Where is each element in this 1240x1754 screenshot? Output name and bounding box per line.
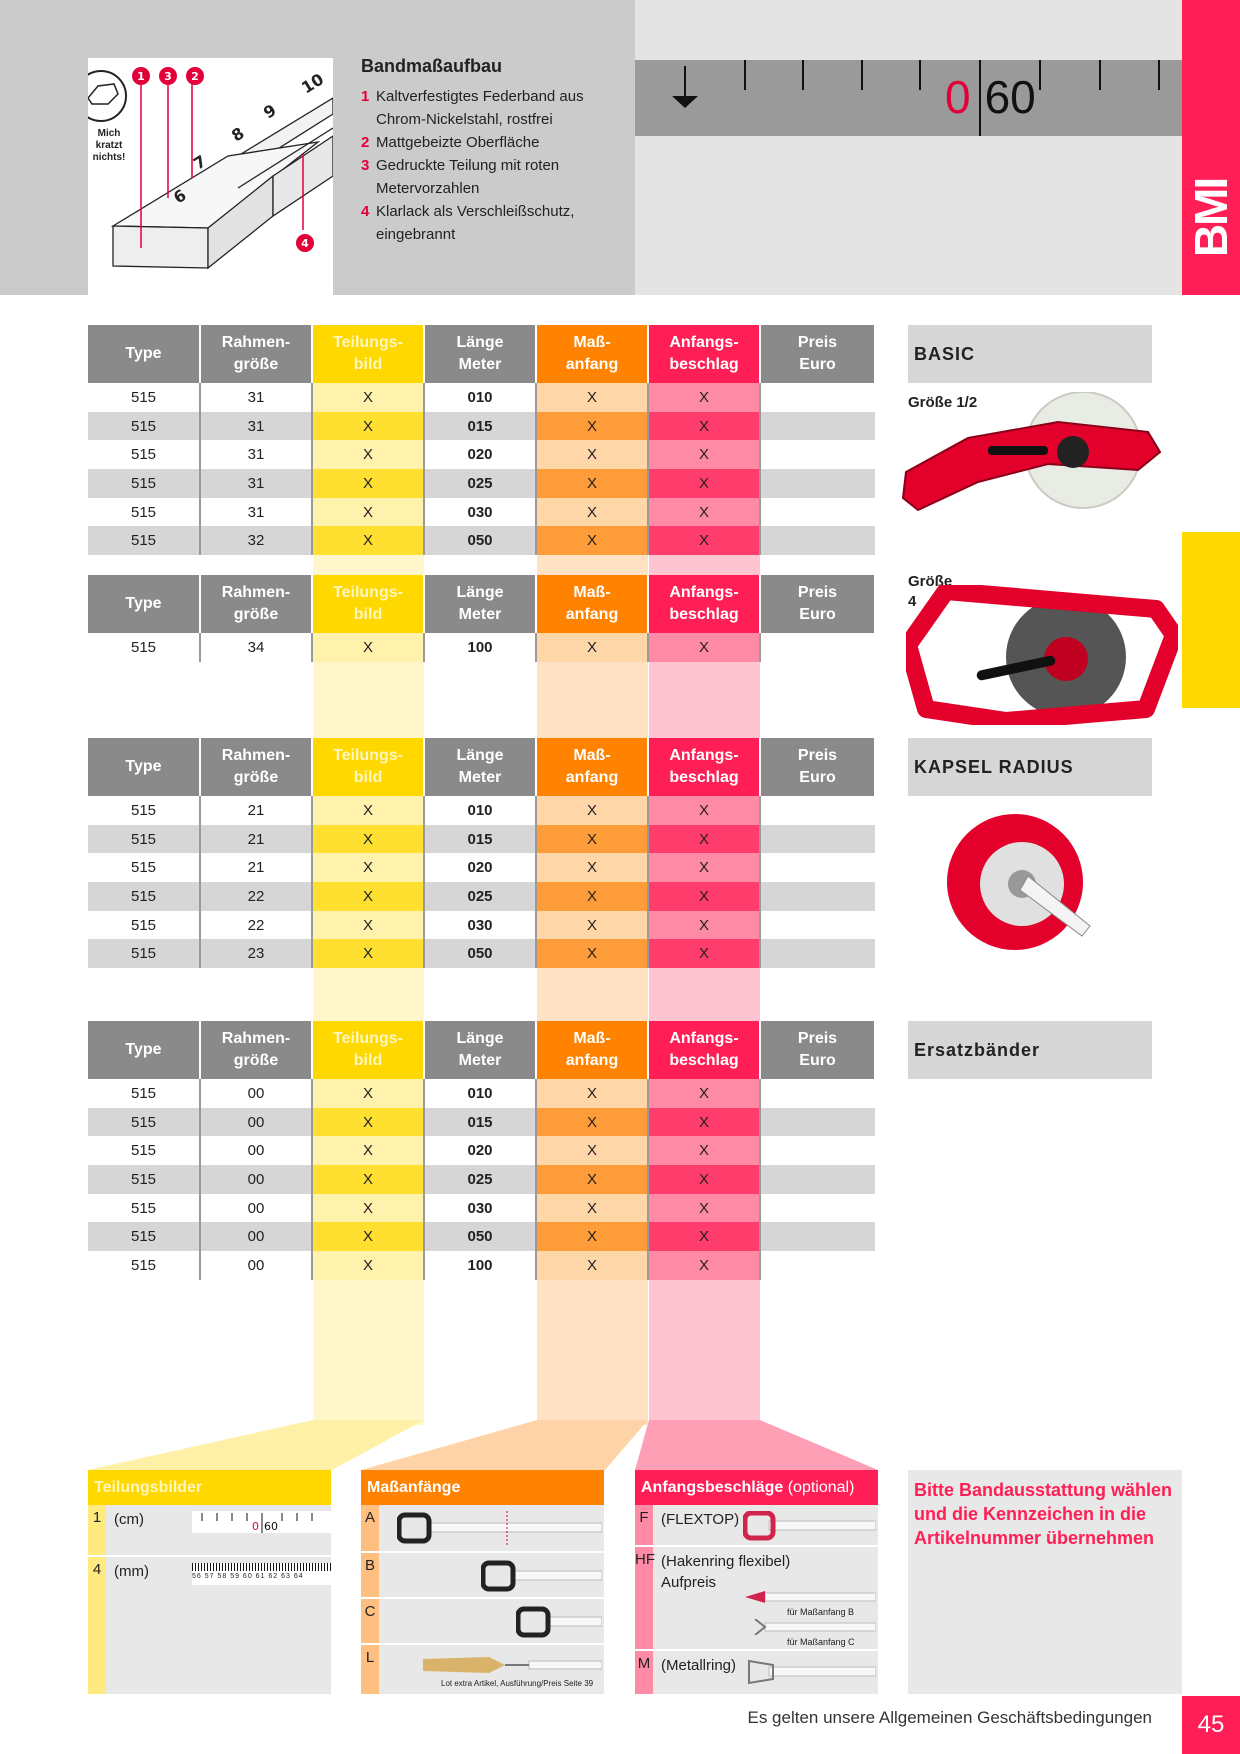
table-cell — [760, 383, 875, 412]
table-cell: X — [648, 1165, 760, 1194]
table-cell: X — [312, 440, 424, 469]
table-cell: X — [536, 440, 648, 469]
table-cell: 010 — [424, 1079, 536, 1108]
product-image-kapsel-radius — [940, 806, 1100, 956]
construction-item: 1 Kaltverfestigtes Federband aus Chrom-Nickelstahl, rostfrei — [361, 88, 584, 128]
column-header: Anfangs- beschlag — [648, 1021, 760, 1079]
construction-description — [361, 56, 631, 246]
table-cell: 515 — [88, 911, 200, 940]
table-cell: X — [648, 469, 760, 498]
table-row — [88, 498, 875, 527]
table-cell: X — [312, 412, 424, 441]
legend-row: A — [361, 1505, 604, 1551]
table-cell: X — [536, 633, 648, 662]
product-table-basic-12 — [88, 325, 876, 555]
tape-reel-icon — [898, 392, 1170, 522]
table-cell: 31 — [200, 383, 312, 412]
table-cell: 010 — [424, 383, 536, 412]
table-cell: X — [312, 1194, 424, 1223]
table-cell: 00 — [200, 1108, 312, 1137]
table-cell: X — [312, 498, 424, 527]
table-cell: X — [648, 796, 760, 825]
table-cell — [760, 1079, 875, 1108]
table-cell: X — [536, 911, 648, 940]
product-table-ersatzbaender — [88, 1021, 876, 1280]
table-row — [88, 911, 875, 940]
table-cell — [760, 853, 875, 882]
table-cell: X — [648, 911, 760, 940]
table-cell: X — [648, 853, 760, 882]
column-header: Type — [88, 575, 200, 633]
table-row — [88, 1079, 875, 1108]
hook-b-icon — [481, 1559, 602, 1593]
table-cell: 22 — [200, 911, 312, 940]
column-header: Teilungs- bild — [312, 738, 424, 796]
table-row — [88, 882, 875, 911]
column-header: Type — [88, 325, 200, 383]
table-cell: 21 — [200, 825, 312, 854]
mm-ruler-icon: 56 57 58 59 60 61 62 63 64 — [192, 1563, 331, 1585]
hook-ring-note-c: für Maßanfang C — [787, 1637, 855, 1647]
table-cell — [760, 825, 875, 854]
table-cell: X — [648, 1079, 760, 1108]
column-header: Maß- anfang — [536, 738, 648, 796]
table-cell: 515 — [88, 498, 200, 527]
table-cell: 32 — [200, 526, 312, 555]
table-cell: 515 — [88, 633, 200, 662]
table-header-row — [88, 738, 875, 796]
table-cell: X — [648, 1194, 760, 1223]
table-cell: X — [312, 796, 424, 825]
table-cell: 515 — [88, 1251, 200, 1280]
table-cell: X — [648, 1251, 760, 1280]
table-cell: 515 — [88, 440, 200, 469]
table-cell: X — [312, 1079, 424, 1108]
table-cell: 515 — [88, 1136, 200, 1165]
table-cell: 515 — [88, 825, 200, 854]
table-row — [88, 853, 875, 882]
column-header: Maß- anfang — [536, 1021, 648, 1079]
table-cell — [760, 526, 875, 555]
legend-row: 4 (mm) 56 57 58 59 60 61 62 63 64 — [88, 1555, 331, 1607]
svg-text:7: 7 — [190, 151, 210, 174]
table-cell: X — [312, 469, 424, 498]
label-ersatzbaender: Ersatzbänder — [908, 1021, 1152, 1079]
table-cell: X — [312, 825, 424, 854]
legend-row: 1 (cm) 0 60 — [88, 1505, 331, 1555]
table-cell: X — [536, 1165, 648, 1194]
label-basic: BASIC — [908, 325, 1152, 383]
column-header: Rahmen- größe — [200, 325, 312, 383]
legend-row: M (Metallring) — [635, 1649, 878, 1696]
legend-massanfaenge — [361, 1470, 604, 1694]
table-cell: 23 — [200, 939, 312, 968]
table-cell: 515 — [88, 853, 200, 882]
legend-anfangsbeschlaege-title: Anfangsbeschläge (optional) — [635, 1470, 878, 1505]
table-cell: X — [312, 939, 424, 968]
table-cell: X — [648, 1136, 760, 1165]
table-cell: 020 — [424, 440, 536, 469]
table-cell: X — [312, 1136, 424, 1165]
hook-ring-b-icon — [743, 1589, 876, 1605]
table-cell — [760, 469, 875, 498]
legend-row: B — [361, 1551, 604, 1599]
column-header: Maß- anfang — [536, 575, 648, 633]
table-cell: 515 — [88, 939, 200, 968]
column-header: Rahmen- größe — [200, 575, 312, 633]
table-cell: 31 — [200, 498, 312, 527]
svg-text:6: 6 — [170, 185, 190, 208]
table-cell: 025 — [424, 1165, 536, 1194]
table-cell: X — [312, 1222, 424, 1251]
table-cell: X — [312, 1251, 424, 1280]
table-cell: 015 — [424, 825, 536, 854]
column-header: Teilungs- bild — [312, 575, 424, 633]
table-row — [88, 1136, 875, 1165]
column-header: Teilungs- bild — [312, 325, 424, 383]
tape-strip — [635, 60, 1182, 136]
construction-item: 2 Mattgebeizte Oberfläche — [361, 134, 540, 151]
legend-massanfaenge-title: Maßanfänge — [361, 1470, 604, 1505]
table-cell: 100 — [424, 633, 536, 662]
table-cell: X — [648, 498, 760, 527]
product-image-basic-small — [898, 392, 1170, 522]
column-header: Maß- anfang — [536, 325, 648, 383]
hook-ring-note-b: für Maßanfang B — [787, 1607, 855, 1617]
table-cell: X — [648, 1222, 760, 1251]
table-cell: 00 — [200, 1136, 312, 1165]
column-header: Anfangs- beschlag — [648, 738, 760, 796]
page-number: 45 — [1182, 1696, 1240, 1754]
table-cell: 100 — [424, 1251, 536, 1280]
scratch-badge-text: Mich kratzt nichts! — [92, 128, 126, 163]
table-row — [88, 1194, 875, 1223]
table-cell: X — [312, 1165, 424, 1194]
svg-text:60: 60 — [264, 1520, 278, 1533]
table-header-row — [88, 1021, 875, 1079]
table-cell: 00 — [200, 1222, 312, 1251]
flextop-icon — [743, 1511, 876, 1541]
legend-row: L Lot extra Artikel, Ausführung/Preis Seite 39 — [361, 1643, 604, 1696]
tape-construction-illustration — [88, 58, 333, 295]
table-cell: 00 — [200, 1079, 312, 1108]
table-row — [88, 412, 875, 441]
table-header-row — [88, 325, 875, 383]
table-cell — [760, 882, 875, 911]
construction-item: 4 Klarlack als Verschleißschutz, eingebrannt — [361, 203, 575, 243]
table-cell — [760, 1194, 875, 1223]
column-header: Preis Euro — [760, 325, 875, 383]
table-cell: 050 — [424, 1222, 536, 1251]
section-tab-yellow — [1182, 532, 1240, 708]
scratch-badge-icon — [88, 71, 126, 121]
table-cell — [760, 440, 875, 469]
table-cell: 015 — [424, 412, 536, 441]
table-cell: 00 — [200, 1251, 312, 1280]
table-row — [88, 939, 875, 968]
table-cell: 31 — [200, 440, 312, 469]
table-cell: X — [648, 939, 760, 968]
table-cell: X — [312, 1108, 424, 1137]
table-cell: X — [648, 440, 760, 469]
table-cell: X — [312, 526, 424, 555]
column-header: Länge Meter — [424, 738, 536, 796]
table-cell: 515 — [88, 412, 200, 441]
table-row — [88, 383, 875, 412]
table-cell — [760, 498, 875, 527]
construction-title: Bandmaßaufbau — [361, 56, 503, 76]
table-cell: 515 — [88, 1108, 200, 1137]
tape-capsule-icon — [940, 806, 1100, 956]
table-cell: 31 — [200, 469, 312, 498]
legend-row: HF (Hakenring flexibel) Aufpreis für Maßanfang B für Maßanfang C — [635, 1545, 878, 1651]
table-cell: 22 — [200, 882, 312, 911]
table-cell: X — [648, 412, 760, 441]
table-cell: 050 — [424, 526, 536, 555]
svg-text:10: 10 — [298, 69, 328, 98]
table-cell: X — [536, 526, 648, 555]
table-cell — [760, 1251, 875, 1280]
table-cell: 025 — [424, 882, 536, 911]
table-cell: 515 — [88, 796, 200, 825]
legend-row: C — [361, 1597, 604, 1645]
table-cell: 030 — [424, 1194, 536, 1223]
table-cell: X — [536, 469, 648, 498]
plumb-bob-note: Lot extra Artikel, Ausführung/Preis Seite 39 — [441, 1679, 594, 1688]
table-cell: 515 — [88, 882, 200, 911]
svg-text:1: 1 — [137, 70, 145, 83]
table-cell: 050 — [424, 939, 536, 968]
table-cell: 020 — [424, 1136, 536, 1165]
table-row — [88, 1251, 875, 1280]
column-header: Rahmen- größe — [200, 738, 312, 796]
metal-ring-icon — [743, 1657, 876, 1687]
caption-groesse-4: Größe 4 — [908, 573, 953, 610]
table-cell: 010 — [424, 796, 536, 825]
table-row — [88, 825, 875, 854]
table-cell: 515 — [88, 1079, 200, 1108]
tape-layers-drawing — [88, 58, 333, 295]
table-cell: 34 — [200, 633, 312, 662]
svg-text:3: 3 — [164, 70, 172, 83]
table-cell: 030 — [424, 911, 536, 940]
table-cell: 515 — [88, 1222, 200, 1251]
table-row — [88, 526, 875, 555]
tape-reel-icon — [906, 585, 1178, 725]
legend-row: F (FLEXTOP) — [635, 1505, 878, 1545]
column-header: Länge Meter — [424, 1021, 536, 1079]
column-header: Type — [88, 1021, 200, 1079]
table-cell: 025 — [424, 469, 536, 498]
table-cell: 21 — [200, 853, 312, 882]
table-cell: X — [536, 1136, 648, 1165]
brand-logo: BMI — [1185, 178, 1238, 258]
table-cell: 31 — [200, 412, 312, 441]
table-cell: X — [648, 882, 760, 911]
table-cell: 00 — [200, 1194, 312, 1223]
column-header: Teilungs- bild — [312, 1021, 424, 1079]
legend-teilungsbilder — [88, 1470, 331, 1694]
hook-a-icon — [397, 1511, 602, 1545]
table-cell: X — [648, 825, 760, 854]
funnel-graphics — [0, 1420, 1240, 1472]
table-cell: X — [648, 1108, 760, 1137]
svg-text:4: 4 — [301, 237, 309, 250]
table-cell: X — [536, 1079, 648, 1108]
product-table-kapsel-radius — [88, 738, 876, 968]
table-cell: X — [312, 383, 424, 412]
table-cell: X — [536, 825, 648, 854]
table-cell: X — [648, 383, 760, 412]
table-cell — [760, 911, 875, 940]
table-cell: 015 — [424, 1108, 536, 1137]
plumb-bob-icon — [419, 1653, 602, 1677]
legend-teilungsbilder-title: Teilungsbilder — [88, 1470, 331, 1505]
column-header: Type — [88, 738, 200, 796]
cm-ruler-icon — [192, 1511, 331, 1533]
table-cell: X — [536, 383, 648, 412]
column-header: Preis Euro — [760, 738, 875, 796]
hook-c-icon — [516, 1605, 602, 1639]
table-row — [88, 469, 875, 498]
product-table-basic-4 — [88, 575, 876, 662]
product-image-basic-large — [906, 585, 1178, 725]
table-cell: X — [536, 939, 648, 968]
table-cell: 020 — [424, 853, 536, 882]
column-header: Preis Euro — [760, 1021, 875, 1079]
table-cell: X — [536, 1222, 648, 1251]
table-cell — [760, 1222, 875, 1251]
table-cell: 030 — [424, 498, 536, 527]
table-cell: X — [536, 1251, 648, 1280]
table-cell: X — [312, 633, 424, 662]
table-cell: X — [536, 412, 648, 441]
column-header: Rahmen- größe — [200, 1021, 312, 1079]
hook-ring-c-icon — [743, 1619, 876, 1635]
table-cell: X — [536, 853, 648, 882]
table-row — [88, 1108, 875, 1137]
table-header-row — [88, 575, 875, 633]
label-kapsel-radius: KAPSEL RADIUS — [908, 738, 1152, 796]
table-row — [88, 796, 875, 825]
table-cell: X — [536, 796, 648, 825]
caption-groesse-12: Größe 1/2 — [908, 394, 978, 411]
svg-text:9: 9 — [260, 100, 280, 123]
table-cell: 515 — [88, 1165, 200, 1194]
table-cell — [760, 633, 875, 662]
construction-item: 3 Gedruckte Teilung mit roten Metervorzahlen — [361, 157, 560, 197]
tape-strip-graphic — [635, 60, 1182, 136]
order-hint: Bitte Bandausstattung wählen und die Kennzeichen in die Artikelnummer übernehmen — [908, 1470, 1182, 1694]
column-header: Preis Euro — [760, 575, 875, 633]
svg-text:0: 0 — [252, 1520, 259, 1533]
svg-text:2: 2 — [191, 70, 199, 83]
table-cell: X — [312, 853, 424, 882]
table-cell: X — [536, 498, 648, 527]
column-header: Anfangs- beschlag — [648, 575, 760, 633]
table-cell: X — [536, 1194, 648, 1223]
table-row — [88, 633, 875, 662]
legend-anfangsbeschlaege — [635, 1470, 878, 1694]
table-row — [88, 440, 875, 469]
table-cell — [760, 412, 875, 441]
column-header: Länge Meter — [424, 325, 536, 383]
table-cell: X — [312, 911, 424, 940]
table-cell: 515 — [88, 383, 200, 412]
header-panel-right — [635, 0, 1182, 295]
table-cell: 515 — [88, 526, 200, 555]
table-row — [88, 1222, 875, 1251]
table-cell: X — [536, 882, 648, 911]
column-header: Anfangs- beschlag — [648, 325, 760, 383]
table-cell: X — [536, 1108, 648, 1137]
table-cell: 515 — [88, 469, 200, 498]
construction-list — [361, 85, 631, 246]
table-cell — [760, 1108, 875, 1137]
table-cell: X — [648, 633, 760, 662]
table-cell: 00 — [200, 1165, 312, 1194]
svg-text:8: 8 — [228, 123, 248, 146]
tape-marking: 0 60 — [945, 71, 1036, 123]
table-cell: X — [648, 526, 760, 555]
table-cell: X — [312, 882, 424, 911]
table-cell — [760, 1136, 875, 1165]
table-cell: 21 — [200, 796, 312, 825]
column-header: Länge Meter — [424, 575, 536, 633]
table-cell — [760, 1165, 875, 1194]
table-row — [88, 1165, 875, 1194]
terms-note: Es gelten unsere Allgemeinen Geschäftsbedingungen — [747, 1708, 1152, 1727]
table-cell — [760, 796, 875, 825]
table-cell — [760, 939, 875, 968]
table-cell: 515 — [88, 1194, 200, 1223]
